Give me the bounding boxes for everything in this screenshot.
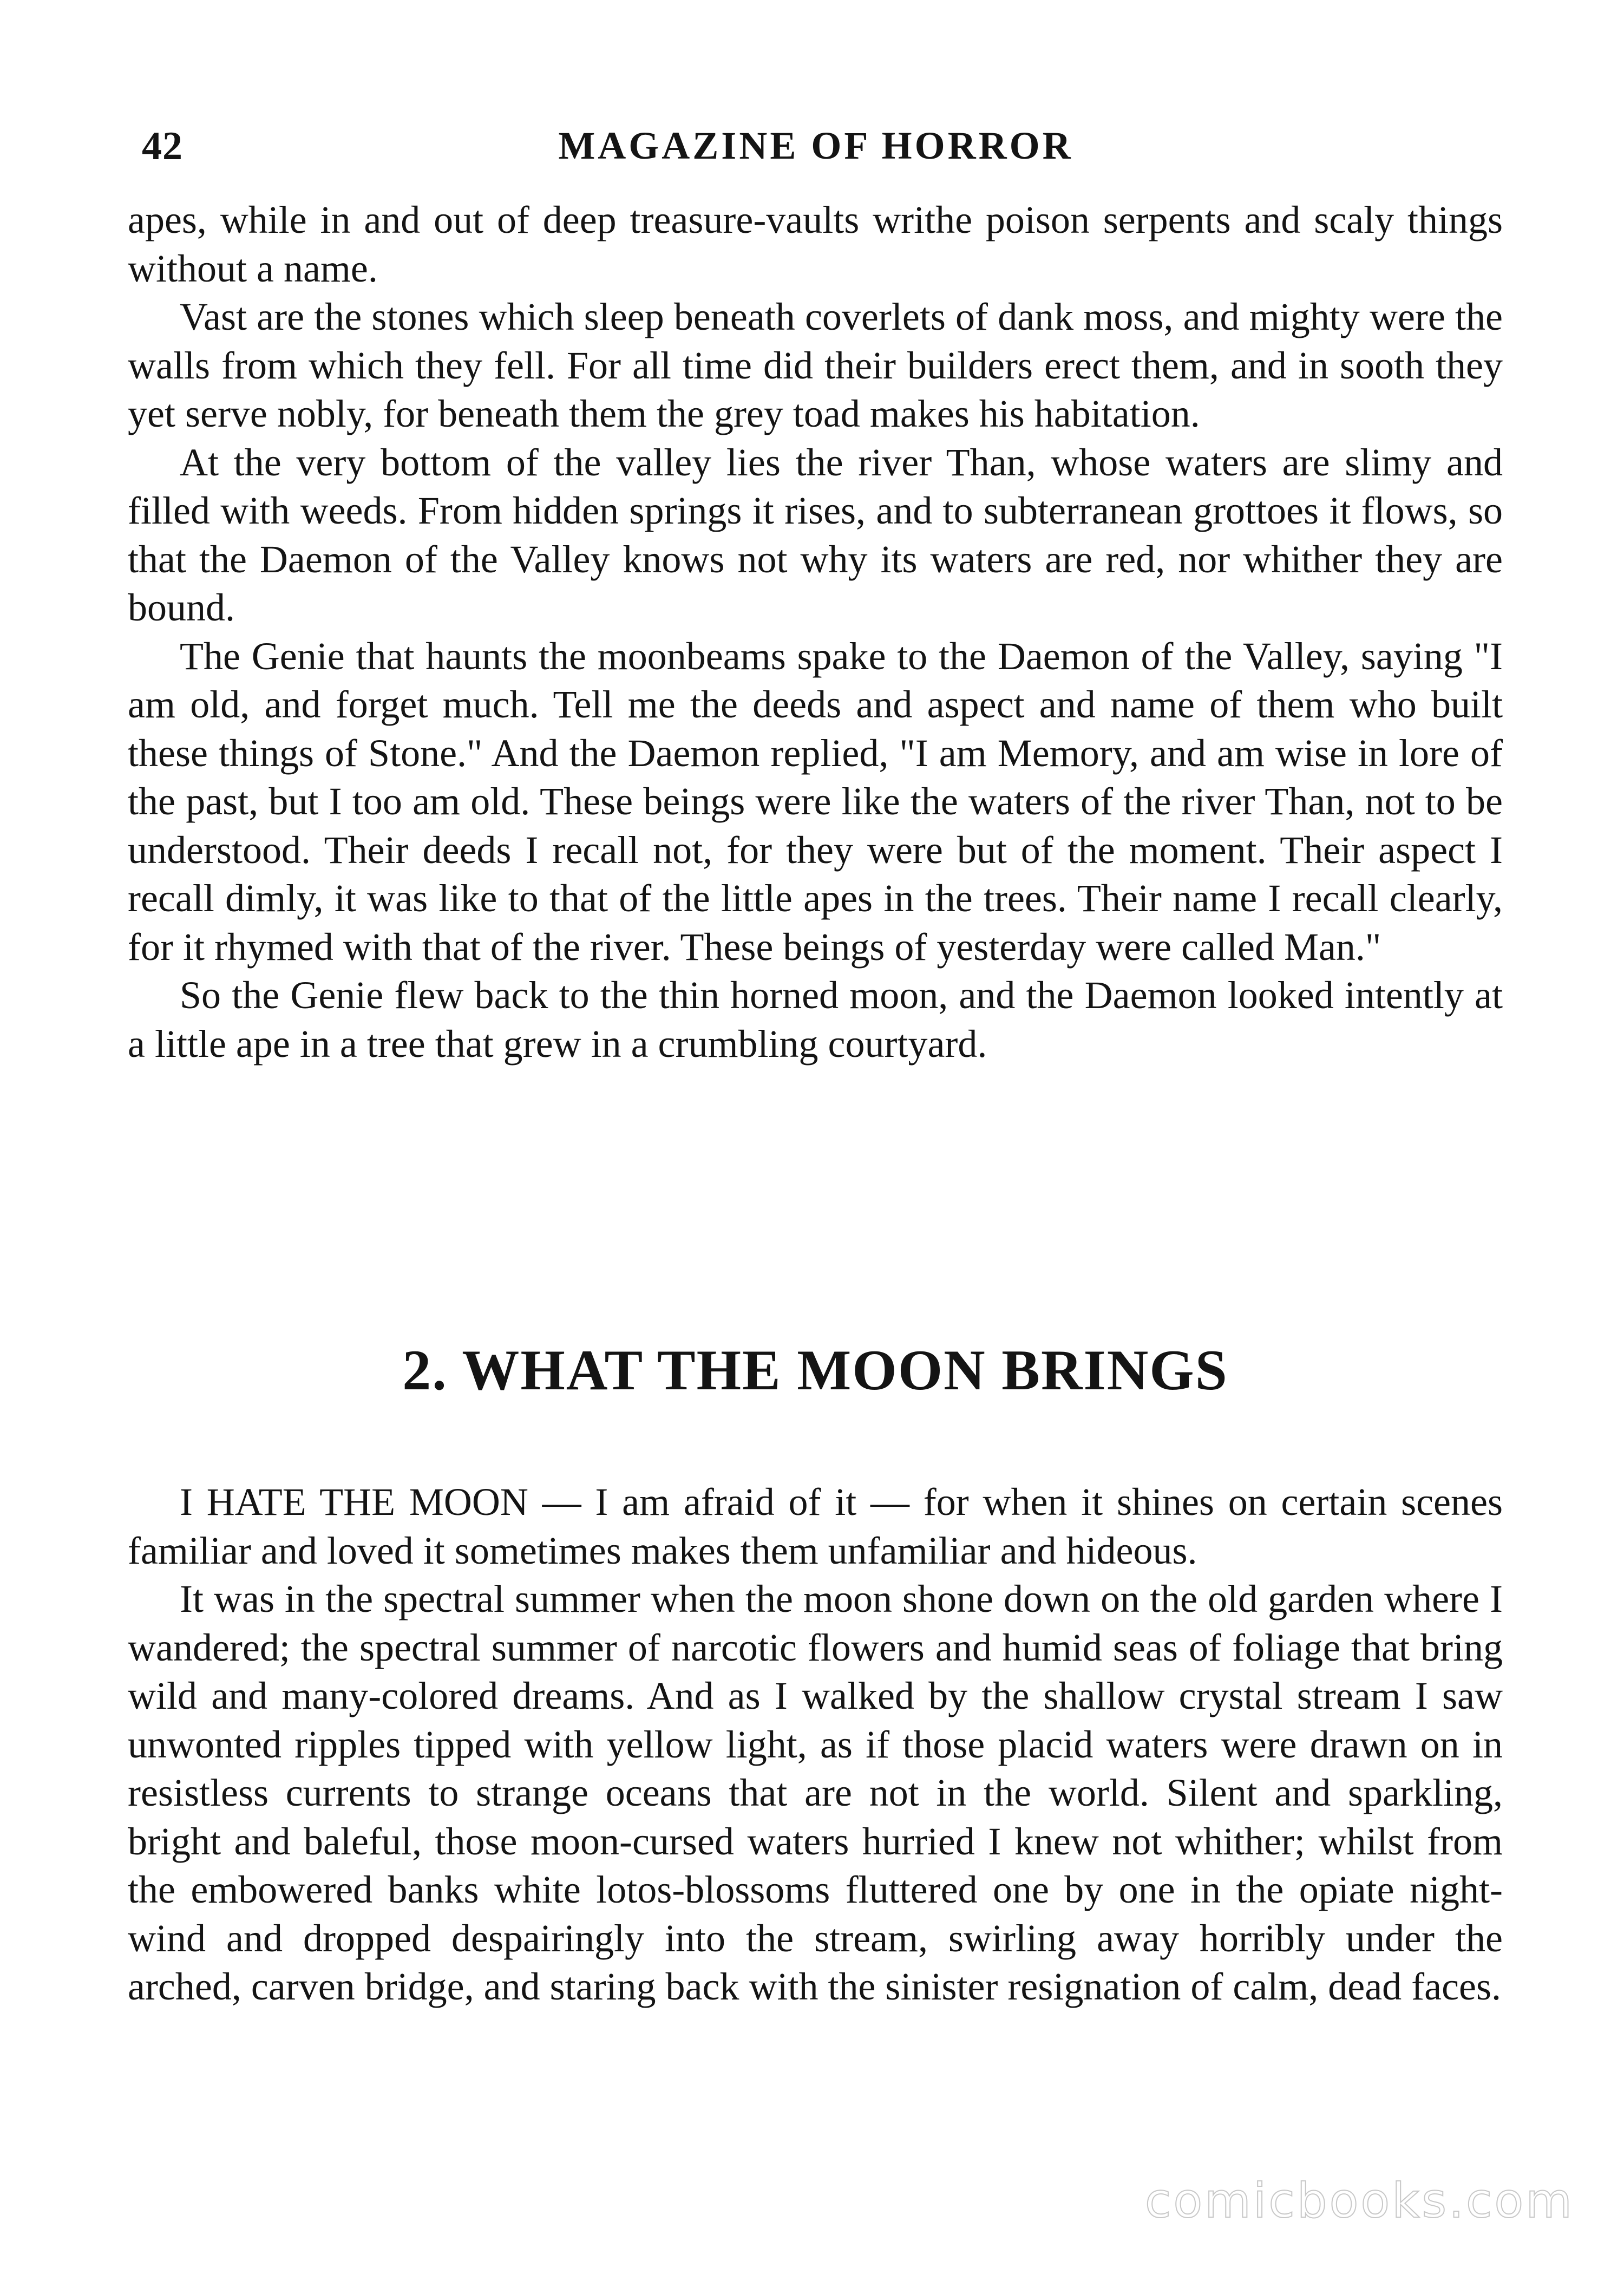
section-heading: 2. WHAT THE MOON BRINGS bbox=[402, 1338, 1228, 1402]
paragraph: At the very bottom of the valley lies the river Than, whose waters are slimy and filled with weeds. From hidden springs it rises, and to subterranean grottoes it flows, so that the Daemon of the Valley knows not why its waters are red, nor whither they are bound. bbox=[128, 440, 1503, 629]
story-one-text bbox=[128, 196, 1503, 1068]
running-head bbox=[142, 123, 1490, 183]
story-two-text bbox=[128, 1478, 1503, 2011]
paragraph: So the Genie flew back to the thin horned moon, and the Daemon looked intently at a little ape in a tree that grew in a crumbling courtyard. bbox=[128, 973, 1503, 1066]
page-number: 42 bbox=[142, 124, 183, 168]
paragraph: It was in the spectral summer when the moon shone down on the old garden where I wandered; the spectral summer of narcotic flowers and humid seas of foliage that bring wild and many-colored dreams. And as I walked by the shallow crystal stream I saw unwonted ripples tipped with yellow light, as if those placid waters were drawn on in resistless currents to strange oceans that are not in the world. Silent and sparkling, bright and baleful, those moon-cursed waters hurried I knew not whither; whilst from the embowered banks white lotos-blossoms fluttered one by one in the opiate night-wind and dropped despairingly into the stream, swirling away horribly under the arched, carven bridge, and staring back with the sinister resignation of calm, dead faces. bbox=[128, 1577, 1503, 2008]
paragraph: apes, while in and out of deep treasure-vaults writhe poison serpents and scaly things without a name. bbox=[128, 198, 1503, 290]
paragraph: The Genie that haunts the moonbeams spake to the Daemon of the Valley, saying "I am old, and forget much. Tell me the deeds and aspect and name of them who built these things of Stone." And the Daemon replied, "I am Memory, and am wise in lore of the past, but I too am old. These beings were like the waters of the river Than, not to be understood. Their deeds I recall not, for they were but of the moment. Their aspect I recall dimly, it was like to that of the little apes in the trees. Their name I recall clearly, for it rhymed with that of the river. These beings of yesterday were called Man." bbox=[128, 634, 1503, 969]
watermark: comicbooks.com bbox=[1144, 2173, 1574, 2229]
magazine-title: MAGAZINE OF HORROR bbox=[558, 124, 1073, 167]
paragraph: Vast are the stones which sleep beneath coverlets of dank moss, and mighty were the walls from which they fell. For all time did their builders erect them, and in sooth they yet serve nobly, for beneath them the grey toad makes his habitation. bbox=[128, 295, 1503, 435]
paragraph: I HATE THE MOON — I am afraid of it — for when it shines on certain scenes familiar and loved it sometimes makes them unfamiliar and hideous. bbox=[128, 1480, 1503, 1572]
